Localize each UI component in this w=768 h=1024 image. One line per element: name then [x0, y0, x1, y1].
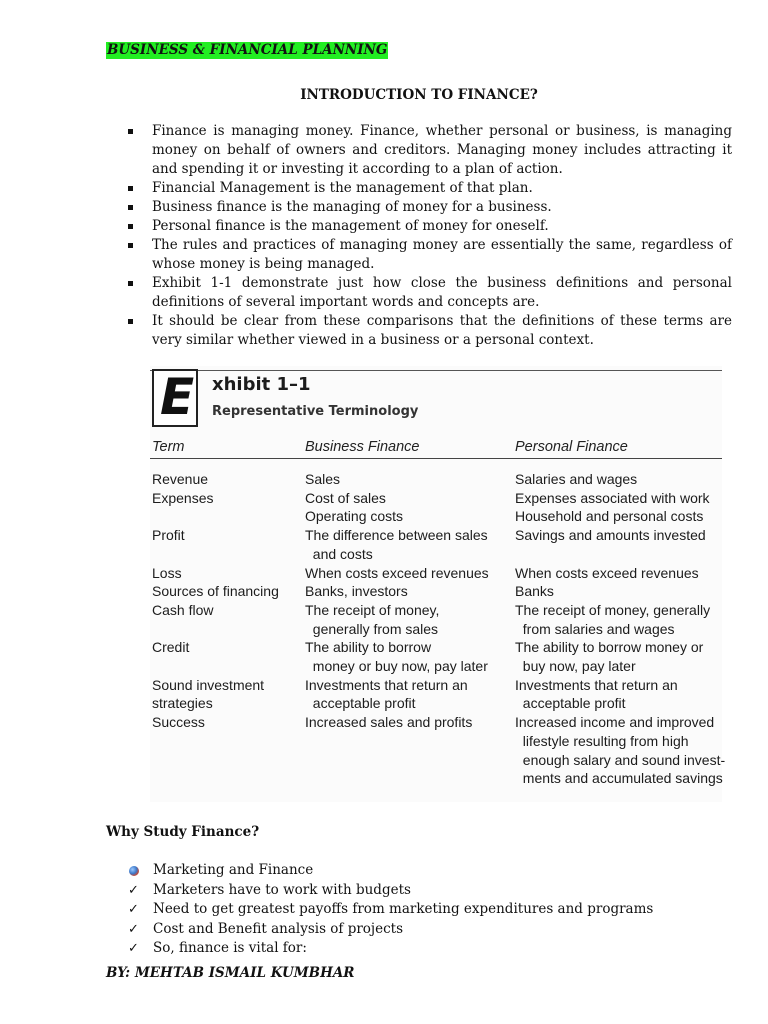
- list-item-text: Need to get greatest payoffs from marketing expenditures and programs: [153, 901, 654, 917]
- checkmark-icon: ✓: [128, 921, 139, 937]
- table-cell: lifestyle resulting from high: [515, 732, 689, 749]
- table-cell: Increased income and improved: [515, 714, 715, 731]
- exhibit-letter-box: [152, 369, 198, 427]
- square-bullet-icon: [128, 224, 133, 229]
- globe-icon: [129, 866, 139, 876]
- table-cell: Credit: [152, 639, 190, 656]
- table-cell: [152, 657, 279, 676]
- column-header-personal: Personal Finance: [515, 439, 628, 455]
- table-cell: and costs: [305, 545, 373, 562]
- table-cell: [152, 751, 279, 770]
- checkmark-icon: ✓: [128, 882, 139, 898]
- table-cell: [152, 769, 279, 788]
- list-item: [126, 198, 732, 217]
- table-cell: When costs exceed revenues: [305, 564, 489, 581]
- table-cell: Sound investment: [152, 676, 265, 693]
- table-cell: Household and personal costs: [515, 508, 704, 525]
- table-cell: Sales: [305, 471, 341, 487]
- table-cell: Cost of sales: [305, 489, 386, 506]
- square-bullet-icon: [128, 186, 133, 191]
- author-byline: BY: MEHTAB ISMAIL KUMBHAR: [106, 965, 355, 981]
- list-item-text: Finance is managing money. Finance, whether personal or business, is managing money on behalf of owners and creditors. Managing money includes attracting it and spending it or investing it according to a plan of action.: [152, 123, 732, 177]
- table-cell: money or buy now, pay later: [305, 658, 488, 675]
- table-cell: Profit: [152, 527, 185, 544]
- table-cell: [152, 507, 279, 526]
- square-bullet-icon: [128, 205, 133, 210]
- column-header-term: Term: [152, 439, 185, 455]
- table-cell: The receipt of money,: [305, 601, 440, 618]
- list-item: [126, 312, 732, 350]
- document-header-tag: BUSINESS & FINANCIAL PLANNING: [107, 42, 388, 58]
- exhibit-letter: E: [160, 368, 195, 426]
- table-cell: [152, 732, 279, 751]
- why-study-list: [126, 861, 653, 959]
- exhibit-title: xhibit 1–1: [212, 374, 311, 395]
- table-cell: Operating costs: [305, 508, 404, 525]
- table-cell: Cash flow: [152, 601, 214, 618]
- list-item-text: The rules and practices of managing money are essentially the same, regardless of whose money is being managed.: [152, 237, 732, 272]
- column-header-business: Business Finance: [305, 439, 420, 455]
- table-cell: generally from sales: [305, 620, 439, 637]
- square-bullet-icon: [128, 319, 133, 324]
- table-cell: The receipt of money, generally: [515, 601, 711, 618]
- list-item: [126, 179, 732, 198]
- list-item: [126, 217, 732, 236]
- list-item-text: Financial Management is the management of that plan.: [152, 180, 533, 196]
- square-bullet-icon: [128, 281, 133, 286]
- list-item: [126, 861, 653, 881]
- why-study-heading: Why Study Finance?: [106, 824, 260, 840]
- table-cell: [305, 769, 489, 788]
- table-cell: [305, 751, 489, 770]
- list-item-text: It should be clear from these comparisons that the definitions of these terms are very similar whether viewed in a business or a personal context.: [152, 313, 732, 348]
- section-title: INTRODUCTION TO FINANCE?: [300, 87, 538, 103]
- list-item: [126, 881, 653, 901]
- table-cell: Revenue: [152, 471, 209, 487]
- table-cell: acceptable profit: [515, 695, 626, 712]
- term-column: [152, 470, 279, 788]
- exhibit-subtitle: Representative Terminology: [212, 404, 419, 419]
- table-cell: from salaries and wages: [515, 620, 675, 637]
- list-item-text: So, finance is vital for:: [153, 940, 307, 956]
- table-cell: Increased sales and profits: [305, 714, 473, 731]
- table-cell: Savings and amounts invested: [515, 527, 706, 544]
- table-cell: Sources of financing: [152, 583, 279, 600]
- table-cell: The ability to borrow money or: [515, 639, 704, 656]
- table-cell: Expenses associated with work: [515, 489, 710, 506]
- list-item: [126, 122, 732, 179]
- personal-column: [515, 470, 725, 788]
- table-cell: Banks: [515, 583, 554, 600]
- table-cell: acceptable profit: [305, 695, 416, 712]
- table-cell: [515, 545, 725, 564]
- list-item-text: Cost and Benefit analysis of projects: [153, 920, 404, 937]
- list-item: [126, 900, 653, 920]
- list-item: [126, 236, 732, 274]
- table-cell: Loss: [152, 564, 182, 581]
- table-cell: [152, 545, 279, 564]
- list-item-text: Marketing and Finance: [153, 862, 314, 878]
- table-cell: Salaries and wages: [515, 471, 638, 487]
- intro-bullet-list: [126, 122, 732, 350]
- list-item-text: Business finance is the managing of money for a business.: [152, 199, 552, 215]
- table-cell: Investments that return an: [515, 676, 678, 693]
- checkmark-icon: ✓: [128, 902, 139, 917]
- list-item: [126, 939, 653, 959]
- table-cell: Banks, investors: [305, 583, 408, 600]
- square-bullet-icon: [128, 129, 133, 134]
- list-item-text: Personal finance is the management of money for oneself.: [152, 218, 549, 234]
- table-cell: The difference between sales: [305, 527, 488, 544]
- table-cell: Expenses: [152, 489, 214, 506]
- exhibit-top-rule: [150, 370, 722, 371]
- business-column: [305, 470, 489, 788]
- table-cell: [152, 620, 279, 639]
- table-cell: strategies: [152, 695, 213, 712]
- exhibit-figure: [150, 366, 726, 802]
- square-bullet-icon: [128, 243, 133, 248]
- table-cell: The ability to borrow: [305, 639, 432, 656]
- list-item: [126, 920, 653, 940]
- list-item-text: Exhibit 1-1 demonstrate just how close the business definitions and personal definitions of several important words and concepts are.: [152, 275, 732, 310]
- exhibit-header-rule: [150, 458, 722, 459]
- list-item-text: Marketers have to work with budgets: [153, 881, 411, 898]
- table-cell: buy now, pay later: [515, 658, 636, 675]
- table-cell: Investments that return an: [305, 676, 468, 693]
- table-cell: Success: [152, 714, 205, 731]
- table-cell: When costs exceed revenues: [515, 564, 699, 581]
- table-cell: ments and accumulated savings: [515, 770, 723, 787]
- table-cell: enough salary and sound invest-: [515, 751, 726, 768]
- table-cell: [305, 732, 489, 751]
- checkmark-icon: ✓: [128, 941, 139, 956]
- list-item: [126, 274, 732, 312]
